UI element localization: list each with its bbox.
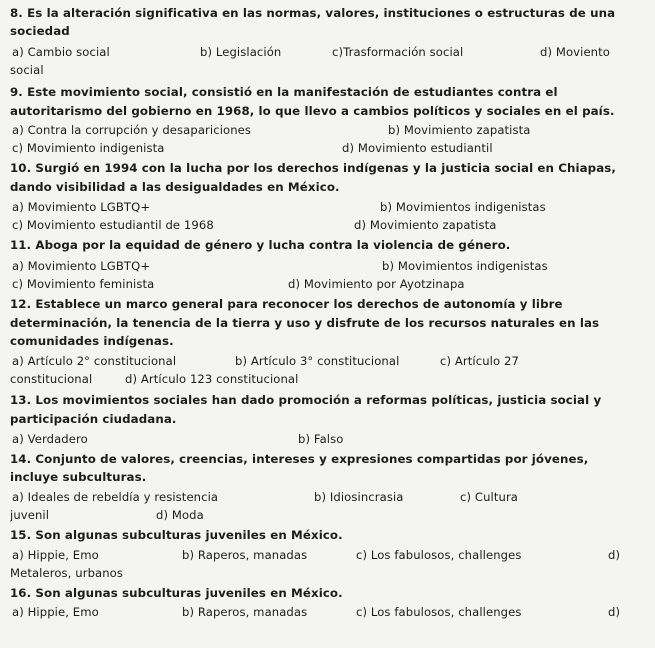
question-13-text-line-2: participación ciudadana. <box>10 412 177 426</box>
option-16a: a) Hippie, Emo <box>12 605 99 619</box>
question-9-text-line-1: 9. Este movimiento social, consistió en la manifestación de estudiantes contra el <box>10 85 558 99</box>
option-10a: a) Movimiento LGBTQ+ <box>12 200 151 214</box>
question-15-options-row-2 <box>10 564 647 582</box>
question-16-text-line-1: 16. Son algunas subculturas juveniles en México. <box>10 586 343 600</box>
option-11c: c) Movimiento feminista <box>12 277 155 291</box>
question-15-options-row-1 <box>10 546 647 564</box>
question-14-text-line-2: incluye subculturas. <box>10 470 147 484</box>
option-12d: d) Artículo 123 constitucional <box>125 372 299 386</box>
question-13-options-row-1 <box>10 430 647 448</box>
question-14-text-line-1: 14. Conjunto de valores, creencias, intereses y expresiones compartidas por jóvenes, <box>10 452 589 466</box>
question-10-options-row-1 <box>10 198 647 216</box>
option-11a: a) Movimiento LGBTQ+ <box>12 259 151 273</box>
question-9-options-row-1 <box>10 121 647 139</box>
question-11-options-row-2 <box>10 275 647 293</box>
option-12c-continued: constitucional <box>10 372 93 386</box>
option-16d: d) <box>608 605 621 619</box>
question-12-options-row-2 <box>10 370 647 388</box>
option-14d: d) Moda <box>156 508 204 522</box>
question-11-options-row-1 <box>10 257 647 275</box>
option-11d: d) Movimiento por Ayotzinapa <box>288 277 465 291</box>
option-9d: d) Movimiento estudiantil <box>342 141 493 155</box>
option-14b: b) Idiosincrasia <box>314 490 404 504</box>
option-12a: a) Artículo 2° constitucional <box>12 354 177 368</box>
question-8-options-row-1 <box>10 43 647 61</box>
question-11-text-line-1: 11. Aboga por la equidad de género y lucha contra la violencia de género. <box>10 238 511 252</box>
option-9b: b) Movimiento zapatista <box>388 123 531 137</box>
option-8a: a) Cambio social <box>12 45 110 59</box>
question-9-options-row-2 <box>10 139 647 157</box>
option-13a: a) Verdadero <box>12 432 88 446</box>
option-8c: c)Trasformación social <box>332 45 464 59</box>
option-8b: b) Legislación <box>200 45 282 59</box>
question-12-text-line-2: determinación, la tenencia de la tierra y uso y disfrute de los recursos naturales en las <box>10 316 600 330</box>
option-14c-continued: juvenil <box>10 508 50 522</box>
option-9c: c) Movimiento indigenista <box>12 141 165 155</box>
option-14a: a) Ideales de rebeldía y resistencia <box>12 490 219 504</box>
question-9-text-line-2: autoritarismo del gobierno en 1968, lo que llevo a cambios políticos y sociales en el país. <box>10 104 615 118</box>
question-8-text-line-2: sociedad <box>10 24 70 38</box>
question-10-text-line-1: 10. Surgió en 1994 con la lucha por los derechos indígenas y la justicia social en Chiapas, <box>10 161 616 175</box>
option-12c: c) Artículo 27 <box>440 354 519 368</box>
question-14-options-row-2 <box>10 506 647 524</box>
question-12-text-line-3: comunidades indígenas. <box>10 334 174 348</box>
option-9a: a) Contra la corrupción y desapariciones <box>12 123 252 137</box>
question-16-options-row-1 <box>10 603 647 621</box>
question-10-options-row-2 <box>10 216 647 234</box>
option-10b: b) Movimientos indigenistas <box>380 200 546 214</box>
question-10-text-line-2: dando visibilidad a las desigualdades en México. <box>10 180 340 194</box>
option-13b: b) Falso <box>298 432 344 446</box>
question-13-text-line-1: 13. Los movimientos sociales han dado promoción a reformas políticas, justicia social y <box>10 393 602 407</box>
question-15-text-line-1: 15. Son algunas subculturas juveniles en México. <box>10 528 343 542</box>
option-15d: d) <box>608 548 621 562</box>
option-8d: d) Moviento <box>540 45 610 59</box>
option-8d-continued: social <box>10 63 44 77</box>
option-15b: b) Raperos, manadas <box>182 548 308 562</box>
option-12b: b) Artículo 3° constitucional <box>235 354 400 368</box>
option-11b: b) Movimientos indigenistas <box>382 259 548 273</box>
question-14-options-row-1 <box>10 488 647 506</box>
question-8-text-line-1: 8. Es la alteración significativa en las normas, valores, instituciones o estructuras de una <box>10 6 616 20</box>
option-16b: b) Raperos, manadas <box>182 605 308 619</box>
question-12-text-line-1: 12. Establece un marco general para reconocer los derechos de autonomía y libre <box>10 297 563 311</box>
question-12-options-row-1 <box>10 352 647 370</box>
option-16c: c) Los fabulosos, challenges <box>356 605 522 619</box>
option-15d-continued: Metaleros, urbanos <box>10 566 124 580</box>
option-10d: d) Movimiento zapatista <box>354 218 497 232</box>
option-15c: c) Los fabulosos, challenges <box>356 548 522 562</box>
option-14c: c) Cultura <box>460 490 519 504</box>
question-8-options-row-2 <box>10 61 647 79</box>
option-15a: a) Hippie, Emo <box>12 548 99 562</box>
option-10c: c) Movimiento estudiantil de 1968 <box>12 218 214 232</box>
